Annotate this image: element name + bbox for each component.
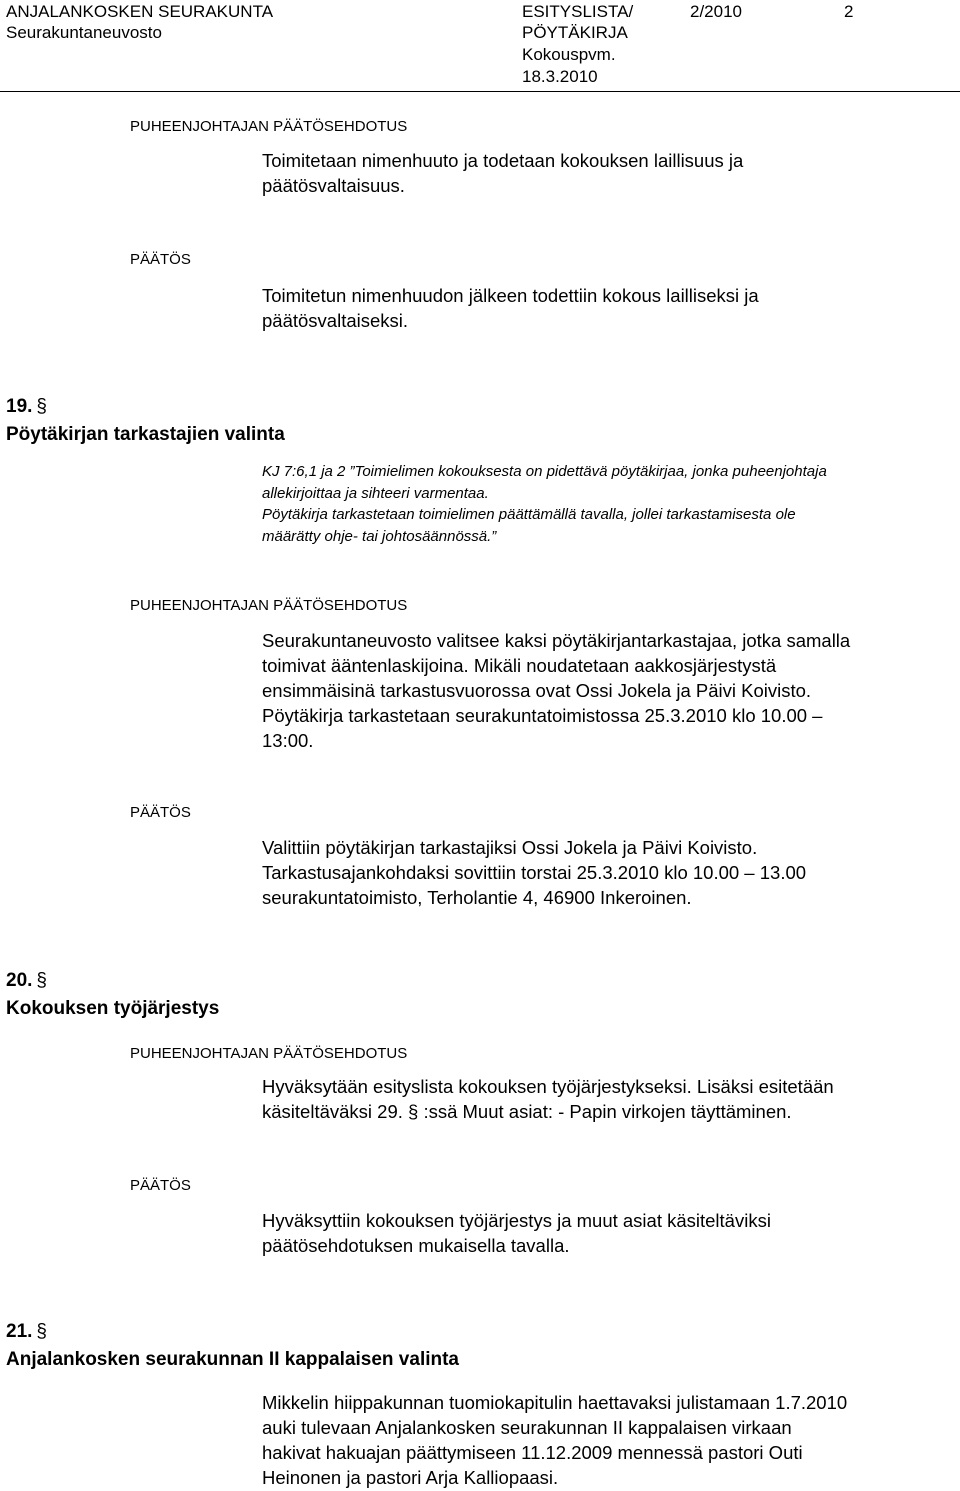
section-heading-21	[6, 1318, 459, 1374]
section-mark: §	[36, 396, 47, 417]
proposal-text	[262, 148, 743, 198]
text-line: Pöytäkirja tarkastetaan toimielimen päättämällä tavalla, jollei tarkastamisesta ole	[262, 506, 796, 523]
text-line: päätösehdotuksen mukaisella tavalla.	[262, 1235, 570, 1256]
text-line: seurakuntatoimisto, Terholantie 4, 46900 Inkeroinen.	[262, 887, 692, 908]
section-title: Pöytäkirjan tarkastajien valinta	[6, 424, 285, 445]
text-line: Seurakuntaneuvosto valitsee kaksi pöytäkirjantarkastajaa, jotka samalla	[262, 630, 851, 651]
text-line: Pöytäkirja tarkastetaan seurakuntatoimistossa 25.3.2010 klo 10.00 –	[262, 705, 823, 726]
header-parish: ANJALANKOSKEN SEURAKUNTA	[6, 2, 274, 21]
header-doc-type-2: PÖYTÄKIRJA	[522, 23, 628, 42]
section-mark: §	[36, 1321, 47, 1342]
header-divider	[0, 91, 960, 92]
text-line: Toimitetun nimenhuudon jälkeen todettiin kokous lailliseksi ja	[262, 285, 759, 306]
section-number: 20.	[6, 970, 33, 991]
text-line: käsiteltäväksi 29. § :ssä Muut asiat: - Papin virkojen täyttäminen.	[262, 1101, 792, 1122]
header-body: Seurakuntaneuvosto	[6, 23, 162, 42]
proposal-label: PUHEENJOHTAJAN PÄÄTÖSEHDOTUS	[130, 118, 408, 135]
proposal-label: PUHEENJOHTAJAN PÄÄTÖSEHDOTUS	[130, 597, 408, 614]
section-number: 21.	[6, 1321, 33, 1342]
legal-quote	[262, 461, 827, 547]
text-line: Hyväksytään esityslista kokouksen työjärjestykseksi. Lisäksi esitetään	[262, 1076, 834, 1097]
text-line: Valittiin pöytäkirjan tarkastajiksi Ossi Jokela ja Päivi Koivisto.	[262, 837, 758, 858]
proposal-text	[262, 628, 850, 753]
section-mark: §	[36, 970, 47, 991]
text-line: määrätty ohje- tai johtosäännössä.”	[262, 527, 497, 545]
text-line: 13:00.	[262, 730, 314, 751]
decision-label: PÄÄTÖS	[130, 804, 191, 821]
decision-text	[262, 283, 759, 333]
text-line: toimivat ääntenlaskijoina. Mikäli noudatetaan aakkosjärjestystä	[262, 655, 777, 676]
decision-label: PÄÄTÖS	[130, 1177, 191, 1194]
header-page-number: 2	[844, 2, 854, 21]
text-line: Tarkastusajankohdaksi sovittiin torstai 25.3.2010 klo 10.00 – 13.00	[262, 862, 807, 883]
decision-text	[262, 1208, 771, 1258]
text-line: ensimmäisinä tarkastusvuorossa ovat Ossi Jokela ja Päivi Koivisto.	[262, 680, 812, 701]
text-line: hakivat hakuajan päättymiseen 11.12.2009 mennessä pastori Outi	[262, 1442, 803, 1463]
text-line: päätösvaltaisuus.	[262, 175, 405, 196]
header-number: 2/2010	[690, 2, 742, 21]
decision-label: PÄÄTÖS	[130, 251, 191, 268]
text-line: allekirjoittaa ja sihteeri varmentaa.	[262, 484, 489, 502]
section-title: Kokouksen työjärjestys	[6, 998, 220, 1019]
header-doc-type-1: ESITYSLISTA/	[522, 2, 634, 21]
text-line: Mikkelin hiippakunnan tuomiokapitulin haettavaksi julistamaan 1.7.2010	[262, 1392, 848, 1413]
section-heading-19	[6, 393, 285, 449]
body-text	[262, 1390, 847, 1490]
text-line: KJ 7:6,1 ja 2 ”Toimielimen kokouksesta on pidettävä pöytäkirjaa, jonka puheenjohtaja	[262, 463, 827, 480]
decision-text	[262, 835, 806, 910]
text-line: auki tulevaan Anjalankosken seurakunnan II kappalaisen virkaan	[262, 1417, 792, 1438]
text-line: Hyväksyttiin kokouksen työjärjestys ja muut asiat käsiteltäviksi	[262, 1210, 771, 1231]
proposal-label: PUHEENJOHTAJAN PÄÄTÖSEHDOTUS	[130, 1045, 408, 1062]
section-number: 19.	[6, 396, 33, 417]
text-line: Toimitetaan nimenhuuto ja todetaan kokouksen laillisuus ja	[262, 150, 744, 171]
text-line: Heinonen ja pastori Arja Kalliopaasi.	[262, 1467, 559, 1488]
proposal-text	[262, 1074, 834, 1124]
text-line: päätösvaltaiseksi.	[262, 310, 409, 331]
header-date-label: Kokouspvm.	[522, 45, 616, 64]
section-title: Anjalankosken seurakunnan II kappalaisen valinta	[6, 1349, 460, 1370]
header-date: 18.3.2010	[522, 67, 598, 86]
section-heading-20	[6, 967, 219, 1023]
